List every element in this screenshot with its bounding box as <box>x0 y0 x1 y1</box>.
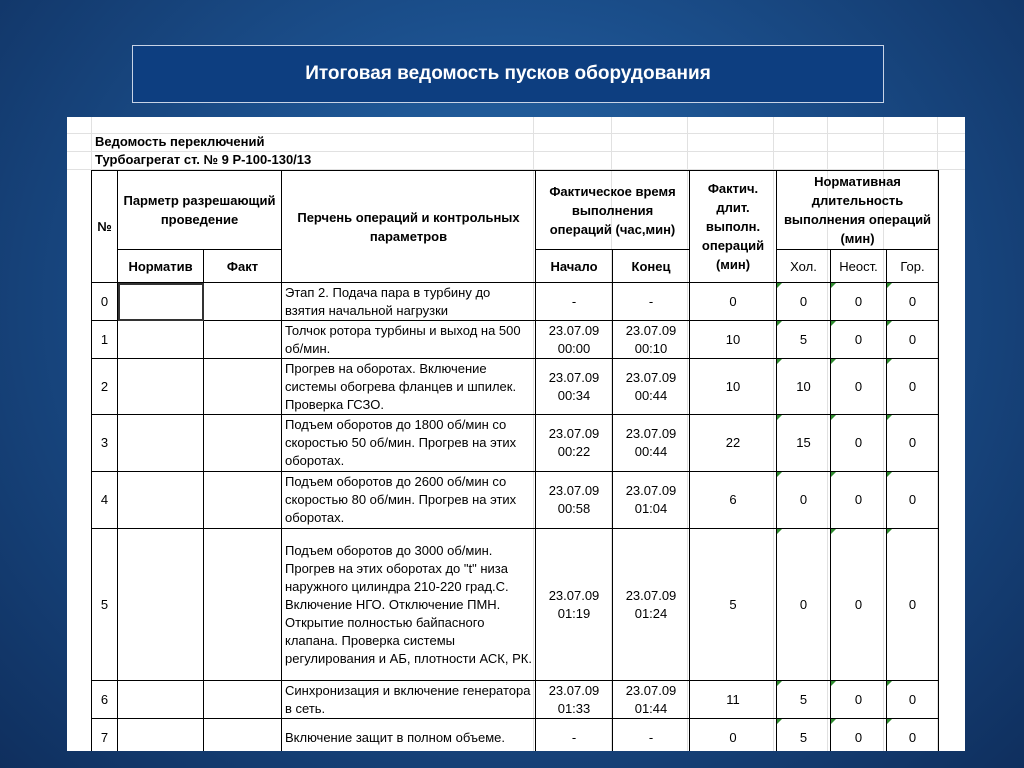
cell-end[interactable]: 23.07.09 00:10 <box>613 321 690 359</box>
cell-num[interactable]: 0 <box>92 283 118 321</box>
cell-param-fact[interactable] <box>204 283 282 321</box>
col-header-num: № <box>92 171 118 283</box>
cell-num[interactable]: 6 <box>92 681 118 719</box>
cell-num[interactable]: 4 <box>92 472 118 529</box>
cell-duration[interactable]: 11 <box>690 681 777 719</box>
table-row <box>92 529 939 681</box>
cell-cold[interactable]: 0 <box>777 529 831 681</box>
col-header-cold: Хол. <box>777 250 831 283</box>
cell-end[interactable]: 23.07.09 01:44 <box>613 681 690 719</box>
cell-unstable[interactable]: 0 <box>831 472 887 529</box>
cell-end[interactable]: 23.07.09 01:24 <box>613 529 690 681</box>
statement-table <box>91 170 939 751</box>
cell-operation[interactable]: Толчок ротора турбины и выход на 500 об/мин. <box>282 321 536 359</box>
col-header-param-norm: Норматив <box>118 250 204 283</box>
cell-duration[interactable]: 0 <box>690 283 777 321</box>
cell-cold[interactable]: 5 <box>777 681 831 719</box>
cell-num[interactable]: 5 <box>92 529 118 681</box>
cell-start[interactable]: 23.07.09 00:22 <box>536 415 613 472</box>
slide-title-text: Итоговая ведомость пусков оборудования <box>305 63 711 84</box>
table-row <box>92 472 939 529</box>
cell-num[interactable]: 7 <box>92 719 118 752</box>
cell-duration[interactable]: 0 <box>690 719 777 752</box>
cell-operation[interactable]: Синхронизация и включение генератора в сеть. <box>282 681 536 719</box>
cell-param-norm[interactable] <box>118 529 204 681</box>
cell-end[interactable]: 23.07.09 00:44 <box>613 415 690 472</box>
sheet-heading-1: Ведомость переключений <box>95 134 265 149</box>
cell-start[interactable]: 23.07.09 00:58 <box>536 472 613 529</box>
cell-num[interactable]: 2 <box>92 359 118 415</box>
cell-param-fact[interactable] <box>204 681 282 719</box>
cell-num[interactable]: 1 <box>92 321 118 359</box>
col-header-time: Фактическое время выполнения операций (час,мин) <box>536 171 690 250</box>
cell-param-fact[interactable] <box>204 472 282 529</box>
cell-param-fact[interactable] <box>204 359 282 415</box>
cell-cold[interactable]: 15 <box>777 415 831 472</box>
cell-hot[interactable]: 0 <box>887 359 939 415</box>
col-header-param-fact: Факт <box>204 250 282 283</box>
col-header-start: Начало <box>536 250 613 283</box>
cell-operation[interactable]: Этап 2. Подача пара в турбину до взятия начальной нагрузки <box>282 283 536 321</box>
table-row <box>92 415 939 472</box>
cell-start[interactable]: 23.07.09 00:34 <box>536 359 613 415</box>
table-row <box>92 681 939 719</box>
cell-end[interactable]: 23.07.09 00:44 <box>613 359 690 415</box>
col-header-norm-duration: Нормативная длительность выполнения операций (мин) <box>777 171 939 250</box>
cell-cold[interactable]: 0 <box>777 283 831 321</box>
cell-num[interactable]: 3 <box>92 415 118 472</box>
cell-param-norm[interactable] <box>118 321 204 359</box>
col-header-ops: Перчень операций и контрольных параметров <box>282 171 536 283</box>
cell-param-fact[interactable] <box>204 719 282 752</box>
cell-hot[interactable]: 0 <box>887 415 939 472</box>
cell-operation[interactable]: Включение защит в полном объеме. <box>282 719 536 752</box>
cell-param-norm-selected[interactable] <box>118 283 204 321</box>
cell-start[interactable]: 23.07.09 00:00 <box>536 321 613 359</box>
cell-operation[interactable]: Подъем оборотов до 1800 об/мин со скоростью 50 об/мин. Прогрев на этих оборотах. <box>282 415 536 472</box>
cell-param-norm[interactable] <box>118 681 204 719</box>
cell-hot[interactable]: 0 <box>887 681 939 719</box>
col-header-unstable: Неост. <box>831 250 887 283</box>
cell-unstable[interactable]: 0 <box>831 681 887 719</box>
table-row <box>92 359 939 415</box>
col-header-duration: Фактич. длит. выполн. операций (мин) <box>690 171 777 283</box>
cell-cold[interactable]: 0 <box>777 472 831 529</box>
cell-duration[interactable]: 10 <box>690 321 777 359</box>
cell-hot[interactable]: 0 <box>887 719 939 752</box>
sheet-heading-2: Турбоагрегат ст. № 9 Р-100-130/13 <box>95 152 312 167</box>
cell-cold[interactable]: 10 <box>777 359 831 415</box>
cell-hot[interactable]: 0 <box>887 283 939 321</box>
cell-unstable[interactable]: 0 <box>831 529 887 681</box>
cell-duration[interactable]: 22 <box>690 415 777 472</box>
cell-operation[interactable]: Подъем оборотов до 2600 об/мин со скоростью 80 об/мин. Прогрев на этих оборотах. <box>282 472 536 529</box>
cell-unstable[interactable]: 0 <box>831 359 887 415</box>
cell-duration[interactable]: 10 <box>690 359 777 415</box>
cell-end[interactable]: - <box>613 283 690 321</box>
col-header-hot: Гор. <box>887 250 939 283</box>
cell-cold[interactable]: 5 <box>777 719 831 752</box>
col-header-param: Парметр разрешающий проведение <box>118 171 282 250</box>
table-row <box>92 719 939 752</box>
cell-hot[interactable]: 0 <box>887 472 939 529</box>
cell-param-norm[interactable] <box>118 719 204 752</box>
cell-start[interactable]: - <box>536 719 613 752</box>
cell-end[interactable]: - <box>613 719 690 752</box>
cell-duration[interactable]: 6 <box>690 472 777 529</box>
spreadsheet[interactable] <box>67 117 965 751</box>
table-row <box>92 321 939 359</box>
cell-unstable[interactable]: 0 <box>831 283 887 321</box>
cell-param-fact[interactable] <box>204 321 282 359</box>
cell-unstable[interactable]: 0 <box>831 321 887 359</box>
table-row <box>92 283 939 321</box>
cell-hot[interactable]: 0 <box>887 529 939 681</box>
cell-duration[interactable]: 5 <box>690 529 777 681</box>
slide-title <box>132 45 884 103</box>
cell-param-norm[interactable] <box>118 359 204 415</box>
cell-operation[interactable]: Прогрев на оборотах. Включение системы обогрева фланцев и шпилек. Проверка ГСЗО. <box>282 359 536 415</box>
cell-start[interactable]: 23.07.09 01:19 <box>536 529 613 681</box>
cell-param-norm[interactable] <box>118 472 204 529</box>
cell-unstable[interactable]: 0 <box>831 415 887 472</box>
cell-start[interactable]: 23.07.09 01:33 <box>536 681 613 719</box>
cell-param-fact[interactable] <box>204 529 282 681</box>
cell-param-fact[interactable] <box>204 415 282 472</box>
cell-param-norm[interactable] <box>118 415 204 472</box>
cell-unstable[interactable]: 0 <box>831 719 887 752</box>
cell-cold[interactable]: 5 <box>777 321 831 359</box>
cell-hot[interactable]: 0 <box>887 321 939 359</box>
col-header-end: Конец <box>613 250 690 283</box>
cell-operation[interactable]: Подъем оборотов до 3000 об/мин. Прогрев на этих оборотах до "t" низа наружного цилиндра 210-220 град.С. Включение НГО. Отключение ПМН. Открытие полностью байпасного клапана. Проверка системы регулирования и АБ, плотности АСК, РК. <box>282 529 536 681</box>
cell-end[interactable]: 23.07.09 01:04 <box>613 472 690 529</box>
cell-start[interactable]: - <box>536 283 613 321</box>
